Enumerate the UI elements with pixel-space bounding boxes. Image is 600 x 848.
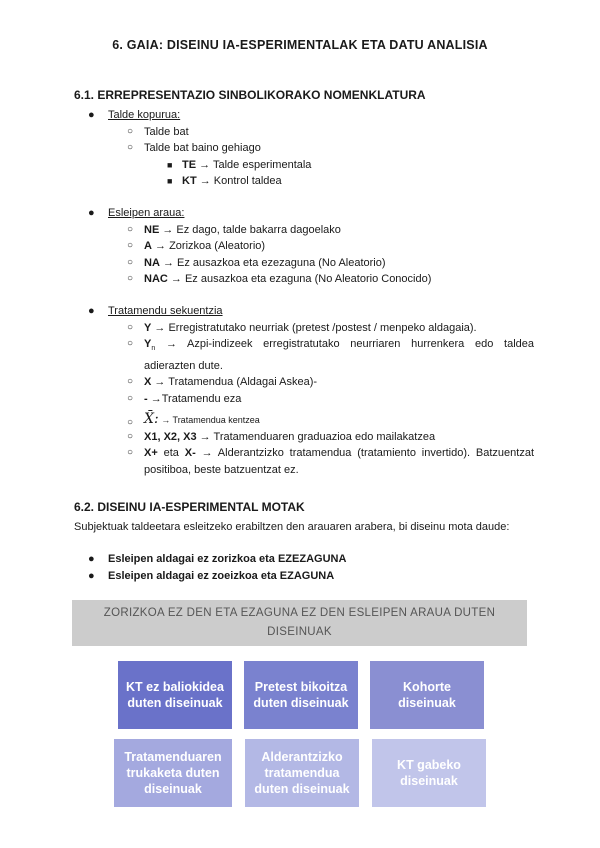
diagram-box-pretest-bikoitza: Pretest bikoitza duten diseinuak: [244, 661, 358, 729]
tratamendu-label: Tratamendu sekuentzia: [108, 305, 223, 317]
diagram-box-kt-gabeko: KT gabeko diseinuak: [372, 739, 486, 807]
list-item: ● Esleipen araua:: [88, 207, 185, 219]
list-item: ○ NAC → Ez ausazkoa eta ezaguna (No Aleatorio Conocido): [127, 273, 432, 285]
list-item: ○ Y → Erregistratutako neurriak (pretest /postest / menpeko aldagaia).: [127, 321, 477, 334]
section-2-intro: Subjektuak taldeetara esleitzeko erabiltzen den arauaren arabera, bi diseinu mota daude:: [74, 521, 510, 533]
diagram-box-tratamendu-trukaketa: Tratamenduaren trukaketa duten diseinuak: [114, 739, 232, 807]
list-item: ○ $Y_n$ → Azpi-indizeek erregistratutako neurriaren hurrenkera edo taldea adierazten dute.: [127, 338, 534, 372]
page-title: 6. GAIA: DISEINU IA-ESPERIMENTALAK ETA DATU ANALISIA: [112, 38, 488, 52]
talde-kopurua-block: [74, 107, 534, 190]
list-item: ● Esleipen aldagai ez zorizkoa eta EZEZAGUNA: [88, 553, 347, 565]
diagram-box-alderantzizko: Alderantzizko tratamendua duten diseinuak: [245, 739, 359, 807]
list-item: ■ KT → Kontrol taldea: [167, 175, 282, 187]
section-1-heading: 6.1. ERREPRESENTAZIO SINBOLIKORAKO NOMENKLATURA: [74, 88, 426, 102]
list-item: ○ X1, X2, X3 → Tratamenduaren graduazioa edo mailakatzea: [127, 430, 436, 443]
diagram-banner: ZORIZKOA EZ DEN ETA EZAGUNA EZ DEN ESLEIPEN ARAUA DUTEN DISEINUAK: [72, 600, 527, 646]
list-item: ● Tratamendu sekuentzia: [88, 305, 223, 317]
design-type-list: [74, 551, 534, 584]
diagram-box-kohorte: Kohorte diseinuak: [370, 661, 484, 729]
talde-label: Talde kopurua:: [108, 109, 181, 121]
diagram-box-kt-ez-baliokidea: KT ez baliokidea duten diseinuak: [118, 661, 232, 729]
list-item: ○ A → Zorizkoa (Aleatorio): [127, 240, 266, 252]
esleipen-label: Esleipen araua:: [108, 207, 185, 219]
list-item: ○ Talde bat baino gehiago: [127, 142, 261, 154]
tratamendu-block: [74, 303, 534, 478]
list-item: ● Talde kopurua:: [88, 109, 181, 121]
list-item: ○ X̄: → Tratamendua kentzea: [127, 411, 260, 429]
list-item: ■ TE → Talde esperimentala: [167, 158, 312, 171]
list-item: ○ NA → Ez ausazkoa eta ezezaguna (No Aleatorio): [127, 256, 386, 269]
section-2-heading: 6.2. DISEINU IA-ESPERIMENTAL MOTAK: [74, 500, 305, 514]
list-item: ○ X+ eta X- → Alderantzizko tratamendua (tratamiento invertido). Batzuentzat positiboa, beste batzuentzat ez.: [127, 447, 535, 476]
esleipen-araua-block: [74, 205, 534, 288]
list-item: ○ NE → Ez dago, talde bakarra dagoelako: [127, 223, 341, 236]
list-item: ○ Talde bat: [127, 125, 189, 138]
list-item: ● Esleipen aldagai ez zoeizkoa eta EZAGUNA: [88, 569, 335, 582]
list-item: ○ X → Tratamendua (Aldagai Askea)-: [127, 376, 318, 389]
list-item: ○ - →Tratamendu eza: [127, 392, 242, 405]
